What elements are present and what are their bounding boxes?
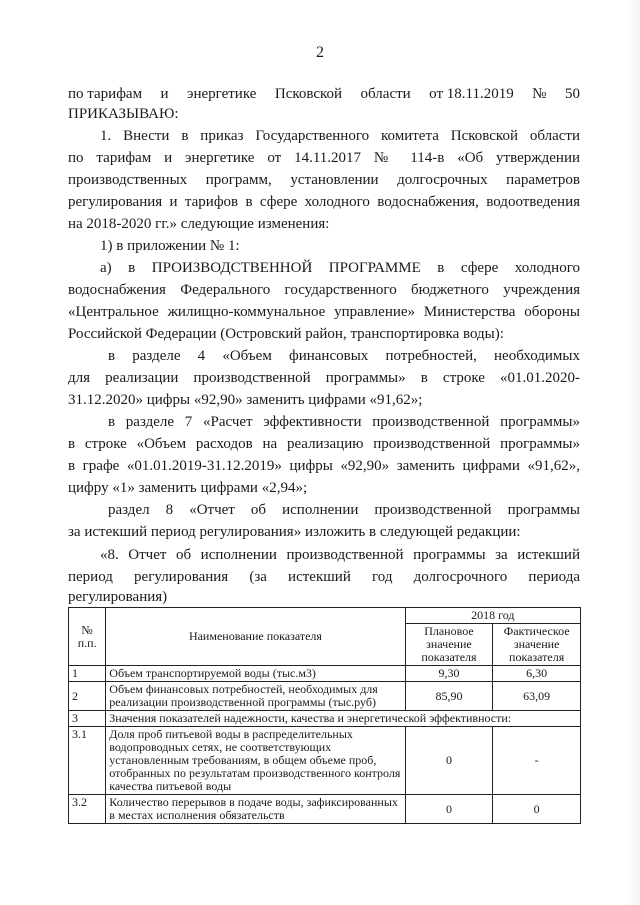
line-part: Псковской <box>274 86 343 102</box>
row-name: Значения показателей надежности, качества и энергетической эффективности: <box>106 711 581 727</box>
row-name: Объем финансовых потребностей, необходимых для реализации производственной программы (тыс.руб) <box>106 682 405 711</box>
paragraph-line: 1. Внести в приказ Государственного комитета Псковской области <box>100 128 580 144</box>
paragraph-line: на 2018-2020 гг.» следующие изменения: <box>68 216 330 232</box>
paragraph-line: по тарифам и энергетике от 14.11.2017 № 114-в «Об утверждении <box>68 150 580 166</box>
paragraph-line: регулирования) <box>68 589 168 605</box>
header-year: 2018 год <box>405 608 580 624</box>
line-part: от 18.11.2019 <box>429 86 514 102</box>
row-name: Объем транспортируемой воды (тыс.м3) <box>106 666 405 682</box>
table-row <box>69 795 581 824</box>
paragraph-line: 1) в приложении № 1: <box>100 238 240 254</box>
table-header-row <box>69 608 581 624</box>
paragraph-line: «8. Отчет об исполнении производственной программы за истекший <box>100 547 580 563</box>
paragraph-line: 31.12.2020» цифры «92,90» заменить цифрами «91,62»; <box>68 392 423 408</box>
row-name: Доля проб питьевой воды в распределительных водопроводных сетях, не соответствующих установленным требованиям, в общем объеме проб, отобранных по результатам производственного контроля качества питьевой воды <box>106 727 405 795</box>
table-row <box>69 711 581 727</box>
scan-edge <box>626 0 640 905</box>
line-part: энергетике <box>187 86 257 102</box>
table-row <box>69 727 581 795</box>
paragraph-line: в разделе 7 «Расчет эффективности производственной программы» <box>108 414 580 430</box>
table-row <box>69 682 581 711</box>
paragraph-line: а) в ПРОИЗВОДСТВЕННОЙ ПРОГРАММЕ в сфере холодного <box>100 260 580 276</box>
paragraph-line: в графе «01.01.2019-31.12.2019» цифры «92,90» заменить цифрами «91,62», <box>68 458 580 474</box>
order-heading: ПРИКАЗЫВАЮ: <box>68 106 179 122</box>
paragraph-line: в разделе 4 «Объем финансовых потребностей, необходимых <box>108 348 580 364</box>
paragraph-line: в строке «Объем расходов на реализацию производственной программы» <box>68 436 580 452</box>
paragraph-line: водоснабжения Федерального государственного бюджетного учреждения <box>68 282 580 298</box>
line-part: № <box>532 86 547 102</box>
line-part: области <box>360 86 411 102</box>
paragraph-line: цифру «1» заменить цифрами «2,94»; <box>68 480 308 496</box>
paragraph-line: Российской Федерации (Островский район, транспортировка воды): <box>68 326 504 342</box>
row-fact: 0 <box>493 795 581 824</box>
paragraph-line: для реализации производственной программы» в строке «01.01.2020- <box>68 370 580 386</box>
row-number: 2 <box>69 682 106 711</box>
row-number: 3.1 <box>69 727 106 795</box>
header-plan: Плановое значение показателя <box>405 624 493 666</box>
line-part: и <box>160 86 169 102</box>
line-part: по тарифам <box>68 86 143 102</box>
line-part: 50 <box>564 86 580 102</box>
row-number: 1 <box>69 666 106 682</box>
header-name: Наименование показателя <box>106 608 405 666</box>
row-number: 3 <box>69 711 106 727</box>
paragraph-line: период регулирования (за истекший год долгосрочного периода <box>68 569 580 585</box>
row-fact: 63,09 <box>493 682 581 711</box>
table-row <box>69 666 581 682</box>
paragraph-line <box>68 84 580 104</box>
row-plan: 9,30 <box>405 666 493 682</box>
row-fact: 6,30 <box>493 666 581 682</box>
paragraph-line: раздел 8 «Отчет об исполнении производственной программы <box>108 502 580 518</box>
paragraph-line: «Центральное жилищно-коммунальное управление» Министерства обороны <box>68 304 580 320</box>
row-number: 3.2 <box>69 795 106 824</box>
report-table <box>68 607 581 824</box>
row-plan: 85,90 <box>405 682 493 711</box>
row-plan: 0 <box>405 727 493 795</box>
header-no: № п.п. <box>69 608 106 666</box>
page-number: 2 <box>316 44 324 61</box>
row-fact: - <box>493 727 581 795</box>
header-fact: Фактическое значение показателя <box>493 624 581 666</box>
row-name: Количество перерывов в подаче воды, зафиксированных в местах исполнения обязательств <box>106 795 405 824</box>
paragraph-line: производственных программ, установлении долгосрочных параметров <box>68 172 580 188</box>
paragraph-line: за истекший период регулирования» изложить в следующей редакции: <box>68 524 521 540</box>
paragraph-line: регулирования и тарифов в сфере холодного водоснабжения, водоотведения <box>68 194 580 210</box>
row-plan: 0 <box>405 795 493 824</box>
